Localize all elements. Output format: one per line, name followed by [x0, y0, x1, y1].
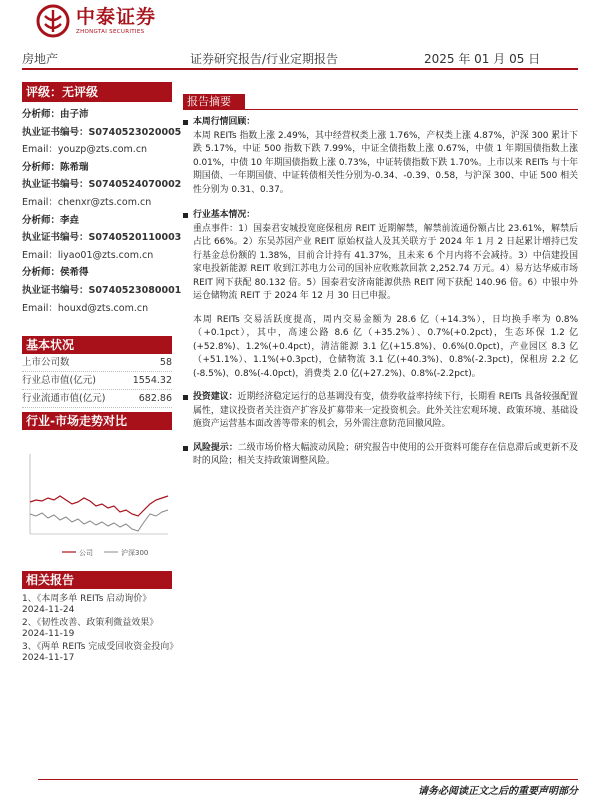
risk-warning-block: [183, 442, 578, 469]
market-trend-title: 行业-市场走势对比: [22, 412, 172, 430]
basic-label: 行业总市值(亿元): [22, 375, 96, 386]
industry-basics-title: 行业基本情况：: [193, 210, 256, 220]
analyst-name-row: [22, 264, 172, 282]
series-index-line: [30, 510, 168, 531]
rating-badge: 评级：无评级: [22, 82, 172, 102]
basic-row: [22, 354, 172, 372]
analyst-email-row: [22, 141, 172, 159]
trading-activity-text: 本周 REITs 交易活跃度提高，周内交易金额为 28.6 亿（+14.3%），日均换手率为 0.8%（+0.1pct），其中，高速公路 8.6 亿（+35.2%）、0.7%(+0.2pct)，生态环保 1.2 亿(+52.8%)、1.2%(+0.4pct)，清洁能源 3.1 亿(+15.8%)、0.6%(0.0pct)，产业园区 8.3 亿（+51.1%）、1.1%(+0.3pct)，仓储物流 3.1 亿(+40.3%)、0.8%(-2.3pct)，保租房 2.2 亿(-8.5%)、0.8%(-4.0pct)，消费类 2.0 亿(+27.2%)、0.8%(-2.2pct)。: [193, 314, 578, 379]
industry-basics-block: [183, 209, 578, 304]
basic-row: [22, 390, 172, 408]
risk-warning-title: 风险提示：: [193, 442, 238, 453]
license-number: S0740524070002: [88, 179, 182, 191]
basic-row: [22, 372, 172, 390]
footer-divider: [38, 779, 578, 780]
market-trend-section: [22, 412, 172, 564]
analyst-name: 由子沛: [60, 109, 89, 120]
analyst-name-row: [22, 159, 172, 177]
analyst-role: 分析师：: [22, 109, 61, 120]
investment-advice-title: 投资建议：: [193, 392, 238, 402]
license-number: S0740523020005: [88, 126, 182, 138]
zhongtai-logo-icon: [36, 4, 70, 38]
report-abstract: [183, 94, 578, 469]
license-label: 执业证书编号：: [22, 284, 89, 296]
sector-label: 房地产: [22, 52, 59, 66]
analyst-license-row: [22, 176, 182, 194]
related-report-date: 2024-11-24: [22, 605, 75, 615]
basic-value: 58: [159, 357, 172, 368]
report-date: 2025 年 01 月 05 日: [424, 52, 541, 66]
analyst-email[interactable]: chenxr@zts.com.cn: [57, 196, 152, 208]
basic-status-title: 基本状况: [22, 336, 172, 354]
abstract-divider: [183, 109, 578, 110]
weekly-review-title: 本周行情回顾：: [193, 117, 256, 127]
related-report-link[interactable]: 1、《本周多单 REITs 启动询价》: [22, 594, 152, 604]
weekly-review-text: 本周 REITs 指数上涨 2.49%，其中经营权类上涨 1.76%，产权类上涨 4.87%，沪深 300 累计下跌 5.17%，中证 500 指数下跌 7.99%，中证全债指数上涨 0.67%，中债 1 年期国债指数上涨 0.01%，中债 10 年期国债指数上涨 0.73%，中证转债指数下跌 1.70%。上市以来 REITs 与十年期国债、一年期国债、中证转债相关性分别为-0.34、-0.39、0.58，与沪深 300、中证 500 相关性分别为 0.31、0.37。: [193, 130, 578, 195]
analyst-name: 陈希瑞: [60, 161, 89, 173]
related-report-link[interactable]: 3、《两单 REITs 完成受回收资金投向》: [22, 642, 179, 652]
license-label: 执业证书编号：: [22, 179, 89, 191]
related-report-date: 2024-11-19: [22, 629, 75, 639]
email-label: Email：: [22, 144, 58, 156]
analyst-license-row: [22, 282, 182, 300]
industry-basics-text: 重点事件：1）国泰君安城投宽庭保租房 REIT 近期解禁，解禁前流通份额占比 23.61%，解禁后占比 66%。2）东吴苏园产业 REIT 原始权益人及其关联方于 2024 年 1 月 2 日起累计增持已发行基金总份额的 1.38%，目前合计持有 41.37%，且未来 6 个月内将不会减持。3）中信建投国家电投新能源 REIT 收到江苏电力公司的国补应收账款回款 2,252.74 万元。4）易方达华威市场 REIT 网下获配 80.132 倍。5）国泰君安济南能源供热 REIT 网下获配 140.96 倍。6）中银中外运仓储物流 REIT 于 2024 年 12 月 30 日已申报。: [193, 223, 578, 301]
analyst-email[interactable]: youzp@zts.com.cn: [57, 144, 148, 156]
analyst-email[interactable]: houxd@zts.com.cn: [57, 302, 149, 314]
license-number: S0740520110003: [88, 232, 182, 244]
basic-label: 上市公司数: [22, 357, 70, 368]
risk-warning-text: 二级市场价格大幅波动风险；研究报告中使用的公开资料可能存在信息滞后或更新不及时的风险；相关支持政策调整风险。: [193, 442, 579, 466]
email-label: Email：: [22, 196, 58, 208]
analyst-license-row: [22, 124, 182, 142]
analyst-email-row: [22, 300, 172, 318]
basic-status-section: [22, 336, 172, 408]
license-number: S0740523080001: [88, 284, 182, 296]
brand-logo: [36, 4, 156, 38]
related-report-date: 2024-11-17: [22, 653, 75, 663]
license-label: 执业证书编号：: [22, 126, 89, 138]
series-company-line: [30, 496, 168, 516]
market-trend-svg: [22, 434, 172, 564]
email-label: Email：: [22, 302, 58, 314]
analyst-role: 分析师：: [22, 267, 61, 279]
legend-company-label: 公司: [79, 549, 93, 557]
analyst-role: 分析师：: [22, 161, 61, 173]
related-reports-section: [22, 571, 179, 664]
brand-name-cn: 中泰证券: [76, 6, 157, 28]
brand-name-en: ZHONGTAI SECURITIES: [76, 29, 145, 35]
analyst-name-row: [22, 212, 172, 230]
analyst-email-row: [22, 247, 172, 265]
analyst-email[interactable]: liyao01@zts.com.cn: [57, 249, 154, 261]
analyst-role: 分析师：: [22, 214, 61, 226]
legend-index-label: 沪深300: [121, 549, 149, 557]
investment-advice-text: 近期经济稳定运行的总基调没有变，债券收益率持续下行，长期看 REITs 具备较强配置属性，建议投资者关注资产扩容及扩募带来一定投资机会。此外关注宏观环境、政策环境、基础设施资产运营基本面改善等带来的机会，另外需注意防范回撤风险。: [193, 392, 578, 429]
analyst-name-row: [22, 106, 172, 124]
market-trend-chart: [22, 434, 172, 564]
related-reports-title: 相关报告: [22, 571, 172, 589]
weekly-review-block: [183, 116, 578, 197]
basic-value: 1554.32: [132, 375, 172, 386]
sidebar: [22, 82, 182, 317]
analyst-email-row: [22, 194, 172, 212]
analyst-name: 侯希得: [60, 267, 89, 279]
report-type: 证券研究报告/行业定期报告: [190, 52, 339, 66]
investment-advice-block: [183, 391, 578, 432]
disclaimer-notice: 请务必阅读正文之后的重要声明部分: [418, 786, 578, 797]
basic-value: 682.86: [138, 393, 172, 404]
analyst-license-row: [22, 229, 182, 247]
abstract-title: 报告摘要: [183, 94, 245, 110]
basic-label: 行业流通市值(亿元): [22, 393, 106, 404]
analyst-list: [22, 106, 182, 317]
email-label: Email：: [22, 249, 58, 261]
analyst-name: 李垚: [60, 214, 80, 226]
license-label: 执业证书编号：: [22, 232, 89, 244]
header-divider: [22, 68, 578, 70]
related-report-link[interactable]: 2、《韧性改善、政策利微益效果》: [22, 618, 159, 628]
